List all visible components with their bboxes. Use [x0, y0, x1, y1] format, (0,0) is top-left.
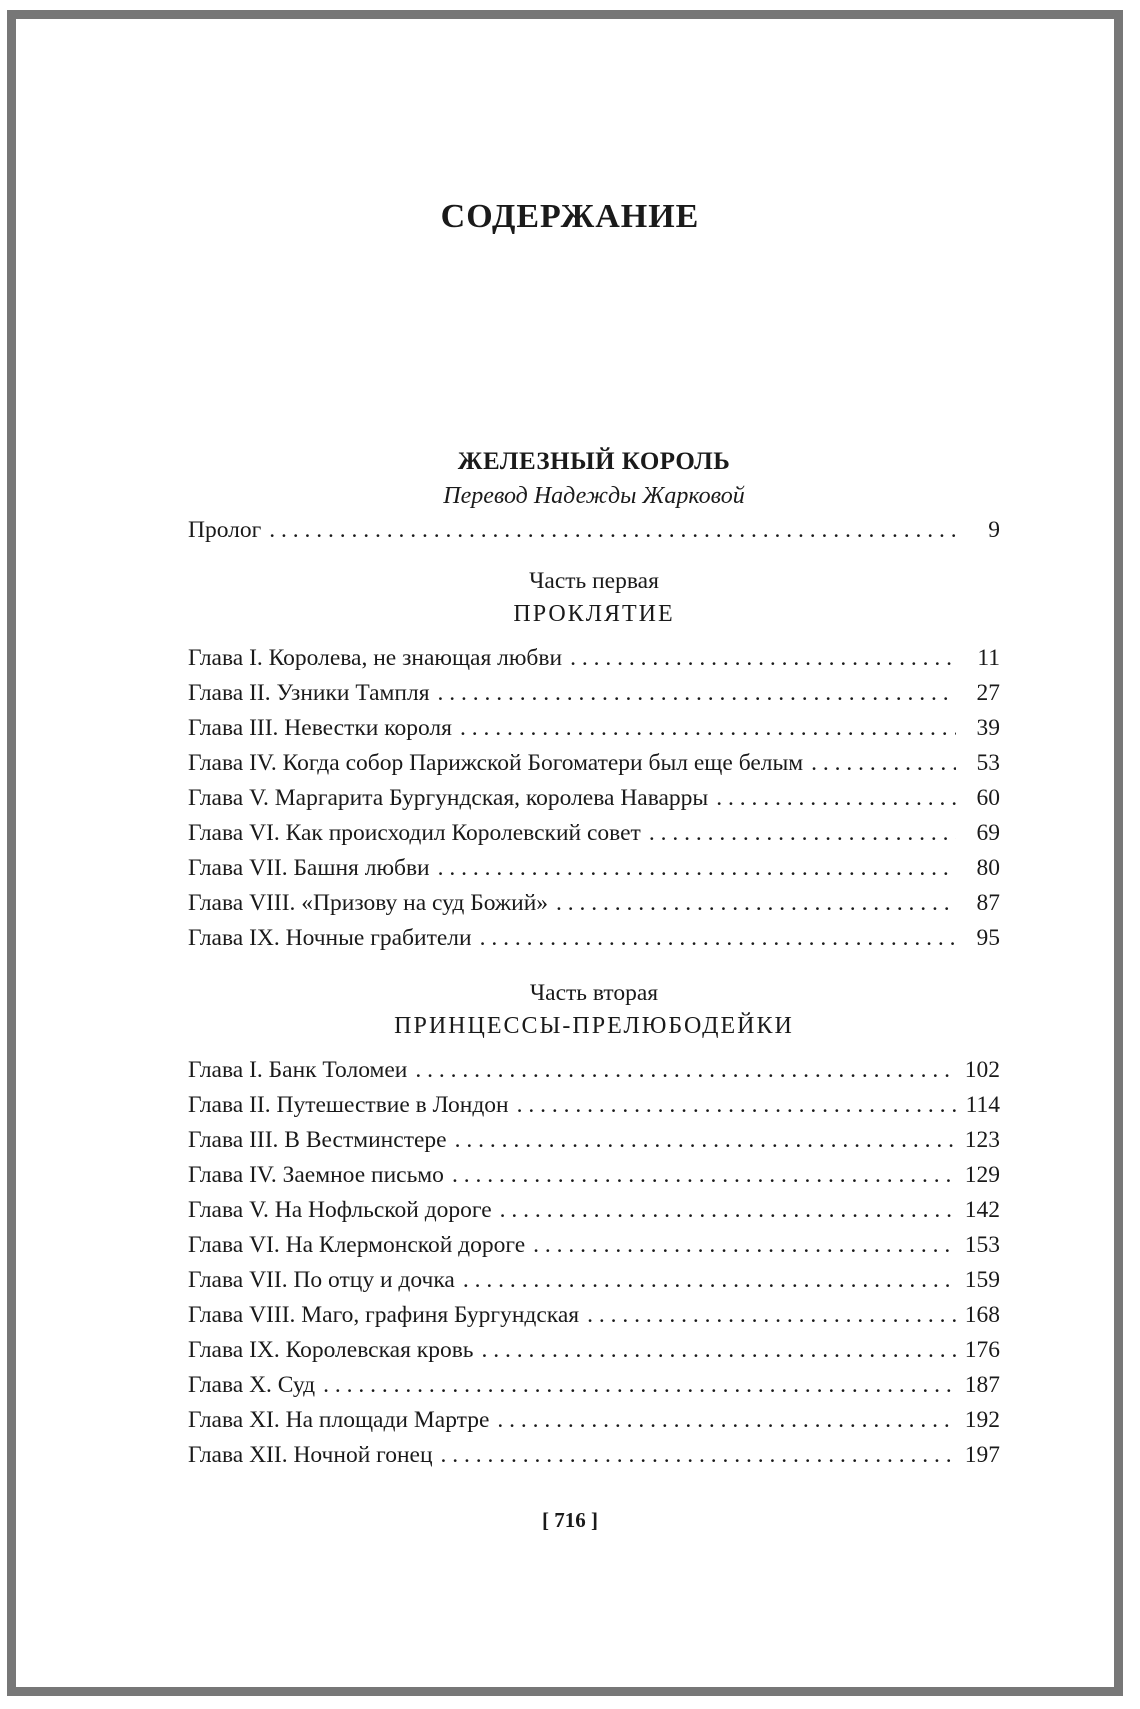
entry-label: Глава XI. На площади Мартре [188, 1407, 490, 1433]
dot-leader [556, 886, 956, 921]
toc-entry[interactable] [188, 1088, 1000, 1123]
entry-page-number: 39 [976, 715, 1000, 741]
entry-label: Глава X. Суд [188, 1372, 316, 1398]
part-1-title: ПРОКЛЯТИЕ [513, 601, 675, 627]
entry-label: Глава IX. Королевская кровь [188, 1337, 474, 1363]
dot-leader [482, 1333, 956, 1368]
toc-entry[interactable] [188, 711, 1000, 746]
entry-label: Глава V. На Нофльской дороге [188, 1197, 492, 1223]
toc-entry[interactable] [188, 1368, 1000, 1403]
dot-leader [441, 1438, 956, 1473]
toc-entry[interactable] [188, 1298, 1000, 1333]
dot-leader [452, 1158, 956, 1193]
toc-entry[interactable] [188, 746, 1000, 781]
part-1-subtitle: Часть первая [529, 568, 659, 594]
dot-leader [460, 711, 956, 746]
entry-page-number: 176 [964, 1337, 1000, 1363]
entry-page-number: 123 [964, 1127, 1000, 1153]
entry-page-number: 197 [964, 1442, 1000, 1468]
entry-label: Глава IX. Ночные грабители [188, 925, 472, 951]
toc-entry[interactable] [188, 1123, 1000, 1158]
dot-leader [463, 1263, 956, 1298]
dot-leader [438, 676, 956, 711]
entry-page-number: 192 [964, 1407, 1000, 1433]
entry-label: Глава IV. Заемное письмо [188, 1162, 444, 1188]
entry-label: Глава I. Королева, не знающая любви [188, 645, 563, 671]
entry-label: Глава XII. Ночной гонец [188, 1442, 433, 1468]
entry-page-number: 53 [976, 750, 1000, 776]
toc-entry[interactable] [188, 1333, 1000, 1368]
book-title: ЖЕЛЕЗНЫЙ КОРОЛЬ [457, 448, 731, 475]
toc-entry[interactable] [188, 816, 1000, 851]
entry-label: Глава I. Банк Толомеи [188, 1057, 408, 1083]
toc-entry[interactable] [188, 1263, 1000, 1298]
dot-leader [497, 1403, 956, 1438]
toc-entry[interactable] [188, 1158, 1000, 1193]
dot-leader [269, 513, 956, 548]
entry-label: Глава II. Путешествие в Лондон [188, 1092, 509, 1118]
entry-label: Глава V. Маргарита Бургундская, королева Наварры [188, 785, 709, 811]
entry-label: Глава VIII. «Призову на суд Божий» [188, 890, 549, 916]
entry-page-number: 102 [964, 1057, 1000, 1083]
entry-page-number: 95 [976, 925, 1000, 951]
dot-leader [480, 921, 956, 956]
entry-page-number: 159 [964, 1267, 1000, 1293]
dot-leader [455, 1123, 956, 1158]
toc-entry[interactable] [188, 676, 1000, 711]
part-2-subtitle: Часть вторая [529, 980, 659, 1006]
entry-page-number: 142 [964, 1197, 1000, 1223]
page-title: СОДЕРЖАНИЕ [440, 198, 700, 235]
entry-label: Глава II. Узники Тампля [188, 680, 430, 706]
dot-leader [500, 1193, 956, 1228]
part-2-title: ПРИНЦЕССЫ-ПРЕЛЮБОДЕЙКИ [394, 1013, 794, 1039]
toc-entry[interactable] [188, 1193, 1000, 1228]
dot-leader [438, 851, 956, 886]
table-of-contents [188, 445, 1000, 1473]
entry-page-number: 187 [964, 1372, 1000, 1398]
toc-entry[interactable] [188, 781, 1000, 816]
entry-page-number: 9 [988, 517, 1000, 543]
entry-page-number: 60 [976, 785, 1000, 811]
entry-page-number: 27 [976, 680, 1000, 706]
toc-entry-prologue[interactable] [188, 513, 1000, 548]
page-number-folio: [ 716 ] [542, 1508, 598, 1532]
toc-entry[interactable] [188, 921, 1000, 956]
entry-page-number: 87 [976, 890, 1000, 916]
dot-leader [415, 1053, 956, 1088]
dot-leader [649, 816, 956, 851]
entry-page-number: 153 [964, 1232, 1000, 1258]
toc-entry[interactable] [188, 1403, 1000, 1438]
entry-label: Пролог [188, 517, 262, 543]
entry-label: Глава VII. Башня любви [188, 855, 430, 881]
entry-label: Глава III. В Вестминстере [188, 1127, 447, 1153]
toc-entry[interactable] [188, 1438, 1000, 1473]
entry-page-number: 80 [976, 855, 1000, 881]
entry-page-number: 11 [977, 645, 1000, 671]
dot-leader [570, 641, 956, 676]
entry-page-number: 114 [965, 1092, 1000, 1118]
dot-leader [517, 1088, 956, 1123]
toc-entry[interactable] [188, 641, 1000, 676]
dot-leader [716, 781, 956, 816]
toc-entry[interactable] [188, 851, 1000, 886]
entry-label: Глава VIII. Маго, графиня Бургундская [188, 1302, 580, 1328]
entry-label: Глава IV. Когда собор Парижской Богоматери был еще белым [188, 750, 804, 776]
toc-entry[interactable] [188, 1228, 1000, 1263]
entry-page-number: 69 [976, 820, 1000, 846]
dot-leader [533, 1228, 956, 1263]
entry-page-number: 129 [964, 1162, 1000, 1188]
translator-credit: Перевод Надежды Жарковой [443, 483, 745, 509]
dot-leader [323, 1368, 956, 1403]
entry-label: Глава VI. На Клермонской дороге [188, 1232, 526, 1258]
entry-page-number: 168 [964, 1302, 1000, 1328]
entry-label: Глава VII. По отцу и дочка [188, 1267, 455, 1293]
toc-entry[interactable] [188, 1053, 1000, 1088]
entry-label: Глава VI. Как происходил Королевский совет [188, 820, 641, 846]
entry-label: Глава III. Невестки короля [188, 715, 452, 741]
toc-entry[interactable] [188, 886, 1000, 921]
dot-leader [811, 746, 956, 781]
dot-leader [587, 1298, 956, 1333]
